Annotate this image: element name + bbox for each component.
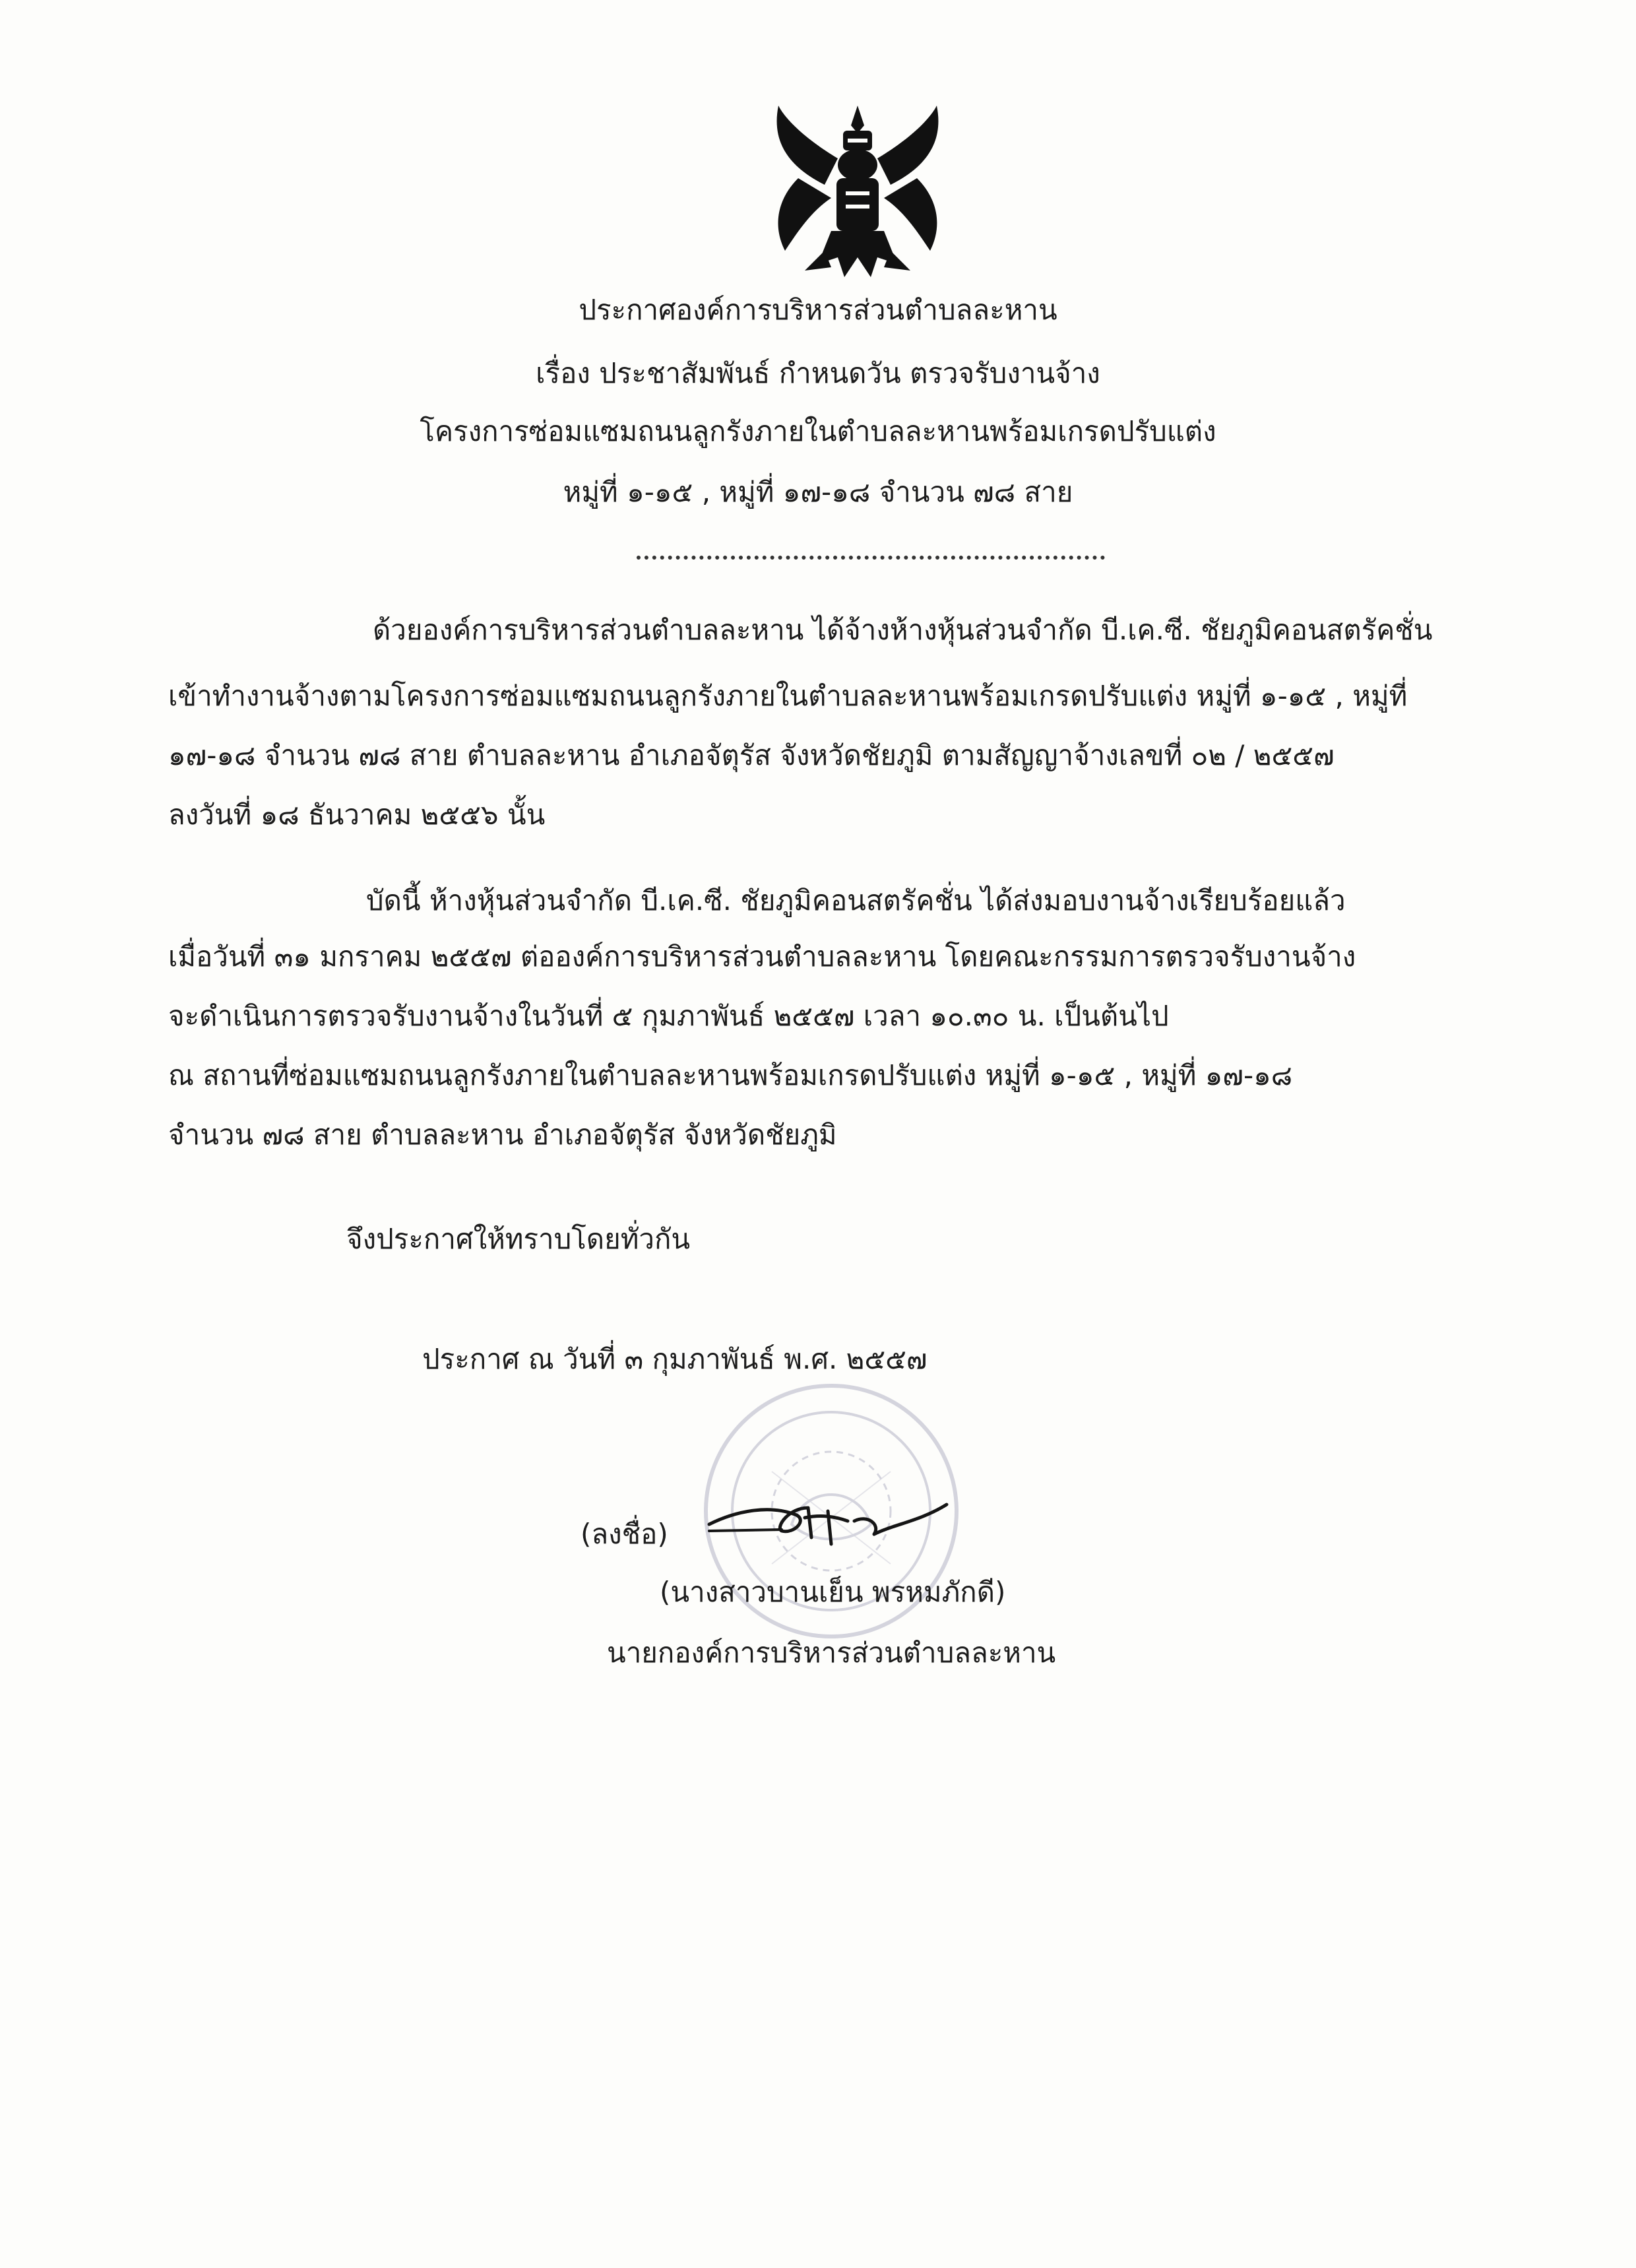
paragraph2-line5: จำนวน ๗๘ สาย ตำบลละหาน อำเภอจัตุรัส จังหวัดชัยภูมิ (168, 1118, 837, 1151)
paragraph2-line1: บัดนี้ ห้างหุ้นส่วนจำกัด บี.เค.ซี. ชัยภูมิคอนสตรัคชั่น ได้ส่งมอบงานจ้างเรียบร้อยแล้ว (366, 884, 1346, 917)
header-divider (637, 556, 1105, 560)
signer-name: (นางสาวบานเย็น พรหมภักดี) (660, 1576, 1006, 1608)
header-title: ประกาศองค์การบริหารส่วนตำบลละหาน (579, 294, 1057, 326)
sign-label: (ลงชื่อ) (581, 1518, 668, 1550)
paragraph2-line4: ณ สถานที่ซ่อมแซมถนนลูกรังภายในตำบลละหานพร้อมเกรดปรับแต่ง หมู่ที่ ๑-๑๕ , หมู่ที่ ๑๗-๑๘ (168, 1059, 1293, 1091)
header-villages: หมู่ที่ ๑-๑๕ , หมู่ที่ ๑๗-๑๘ จำนวน ๗๘ สาย (563, 476, 1073, 508)
garuda-emblem-icon (759, 99, 957, 290)
paragraph1-line3: ๑๗-๑๘ จำนวน ๗๘ สาย ตำบลละหาน อำเภอจัตุรัส จังหวัดชัยภูมิ ตามสัญญาจ้างเลขที่ ๐๒ / ๒๕๕๗ (168, 739, 1335, 771)
paragraph1-line2: เข้าทำงานจ้างตามโครงการซ่อมแซมถนนลูกรังภายในตำบลละหานพร้อมเกรดปรับแต่ง หมู่ที่ ๑-๑๕ , หมู่ที่ (168, 680, 1408, 712)
paragraph1-line1: ด้วยองค์การบริหารส่วนตำบลละหาน ได้จ้างห้างหุ้นส่วนจำกัด บี.เค.ซี. ชัยภูมิคอนสตรัคชั่น (373, 614, 1433, 646)
header-subject: เรื่อง ประชาสัมพันธ์ กำหนดวัน ตรวจรับงานจ้าง (536, 357, 1100, 389)
closing-text: จึงประกาศให้ทราบโดยทั่วกัน (346, 1223, 691, 1255)
header-project: โครงการซ่อมแซมถนนลูกรังภายในตำบลละหานพร้อมเกรดปรับแต่ง (420, 415, 1216, 447)
paragraph1-line4: ลงวันที่ ๑๘ ธันวาคม ๒๕๕๖ นั้น (168, 798, 546, 831)
signer-position: นายกองค์การบริหารส่วนตำบลละหาน (607, 1636, 1056, 1669)
handwritten-signature (696, 1485, 960, 1557)
paragraph2-line2: เมื่อวันที่ ๓๑ มกราคม ๒๕๕๗ ต่อองค์การบริหารส่วนตำบลละหาน โดยคณะกรรมการตรวจรับงานจ้าง (168, 940, 1356, 973)
paragraph2-line3: จะดำเนินการตรวจรับงานจ้างในวันที่ ๕ กุมภาพันธ์ ๒๕๕๗ เวลา ๑๐.๓๐ น. เป็นต้นไป (168, 1000, 1169, 1032)
announce-date: ประกาศ ณ วันที่ ๓ กุมภาพันธ์ พ.ศ. ๒๕๕๗ (422, 1343, 928, 1375)
